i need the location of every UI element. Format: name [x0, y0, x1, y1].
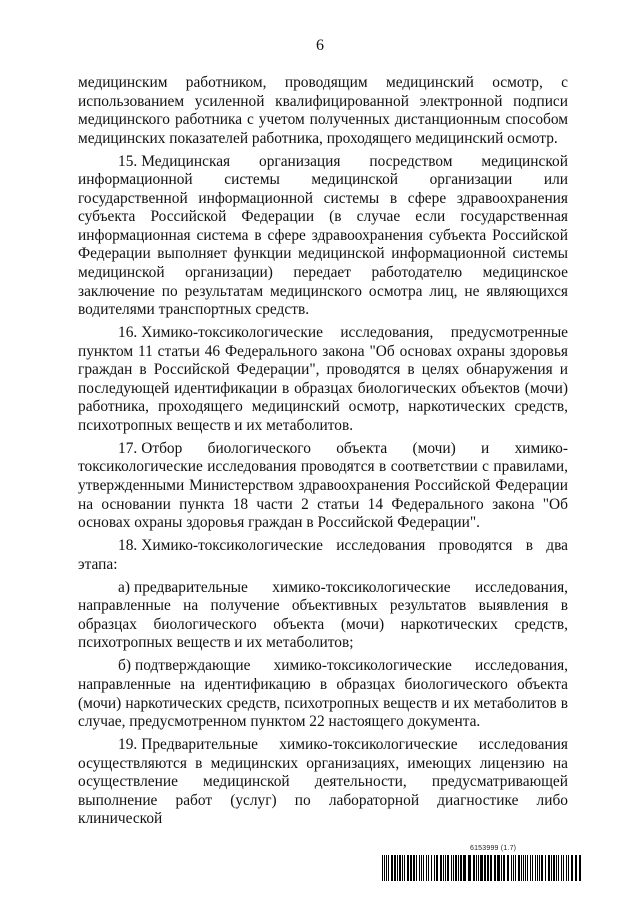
- document-barcode: [382, 845, 582, 885]
- paragraph-text: Отбор биологического объекта (мочи) и химико-токсикологические исследования проводятся в соответствии с правилами, утвержденными Министерством здравоохранения Российской Федерации на основании пункта 18 части 2 статьи 14 Федерального закона "Об основах охраны здоровья граждан в Российской Федерации".: [78, 439, 568, 532]
- paragraph-18: [78, 537, 568, 574]
- paragraph-text: медицинским работником, проводящим медицинский осмотр, с использованием усиленной квалифицированной электронной подписи медицинского работника с учетом полученных дистанционным способом медицинских показателей работника, проходящего медицинский осмотр.: [78, 74, 568, 147]
- paragraph-19: [78, 736, 568, 829]
- page-number: 6: [316, 37, 324, 54]
- paragraph-number: 18.: [118, 537, 138, 555]
- barcode-label: 6153999 (1.7): [470, 845, 517, 852]
- paragraph-text: Предварительные химико-токсикологические исследования осуществляются в медицинских организациях, имеющих лицензию на осуществление медицинской деятельности, предусматривающей выполнение работ (услуг) по лабораторной диагностике либо клинической: [78, 736, 568, 828]
- paragraph-continuation: [78, 74, 568, 148]
- paragraph-number: б): [118, 657, 131, 675]
- subparagraph-b: [78, 657, 568, 731]
- paragraph-16: [78, 324, 568, 435]
- paragraph-number: 19.: [118, 736, 138, 754]
- paragraph-number: 17.: [118, 439, 138, 457]
- paragraph-text: предварительные химико-токсикологические исследования, направленные на получение объективных результатов выявления в образцах биологического объекта (мочи) наркотических средств, психотропных веществ и их метаболитов;: [78, 578, 568, 652]
- paragraph-number: а): [118, 578, 130, 596]
- paragraph-15: [78, 153, 568, 320]
- paragraph-text: Химико-токсикологические исследования проводятся в два этапа:: [78, 537, 568, 573]
- paragraph-number: 15.: [118, 152, 138, 170]
- paragraph-number: 16.: [118, 324, 138, 342]
- paragraph-text: подтверждающие химико-токсикологические исследования, направленные на идентификацию в образцах биологического объекта (мочи) наркотических средств, психотропных веществ и их метаболитов в случае, предусмотренном пунктом 22 настоящего документа.: [78, 657, 568, 731]
- paragraph-17: [78, 440, 568, 533]
- barcode-icon: [382, 855, 582, 881]
- subparagraph-a: [78, 579, 568, 653]
- paragraph-text: Медицинская организация посредством медицинской информационной системы медицинской организации или государственной информационной системы в сфере здравоохранения субъекта Российской Федерации (в случае если государственная информационная система в сфере здравоохранения субъекта Российской Федерации выполняет функции медицинской информационной системы медицинской организации) передает работодателю медицинское заключение по результатам медицинского осмотра лиц, не являющихся водителями транспортных средств.: [78, 152, 568, 319]
- paragraph-text: Химико-токсикологические исследования, предусмотренные пунктом 11 статьи 46 Федерального закона "Об основах охраны здоровья граждан в Российской Федерации", проводятся в целях обнаружения и последующей идентификации в образцах биологических объектов (мочи) работника, проходящего медицинский осмотр, наркотических средств, психотропных веществ и их метаболитов.: [78, 324, 568, 434]
- document-body: [78, 74, 568, 833]
